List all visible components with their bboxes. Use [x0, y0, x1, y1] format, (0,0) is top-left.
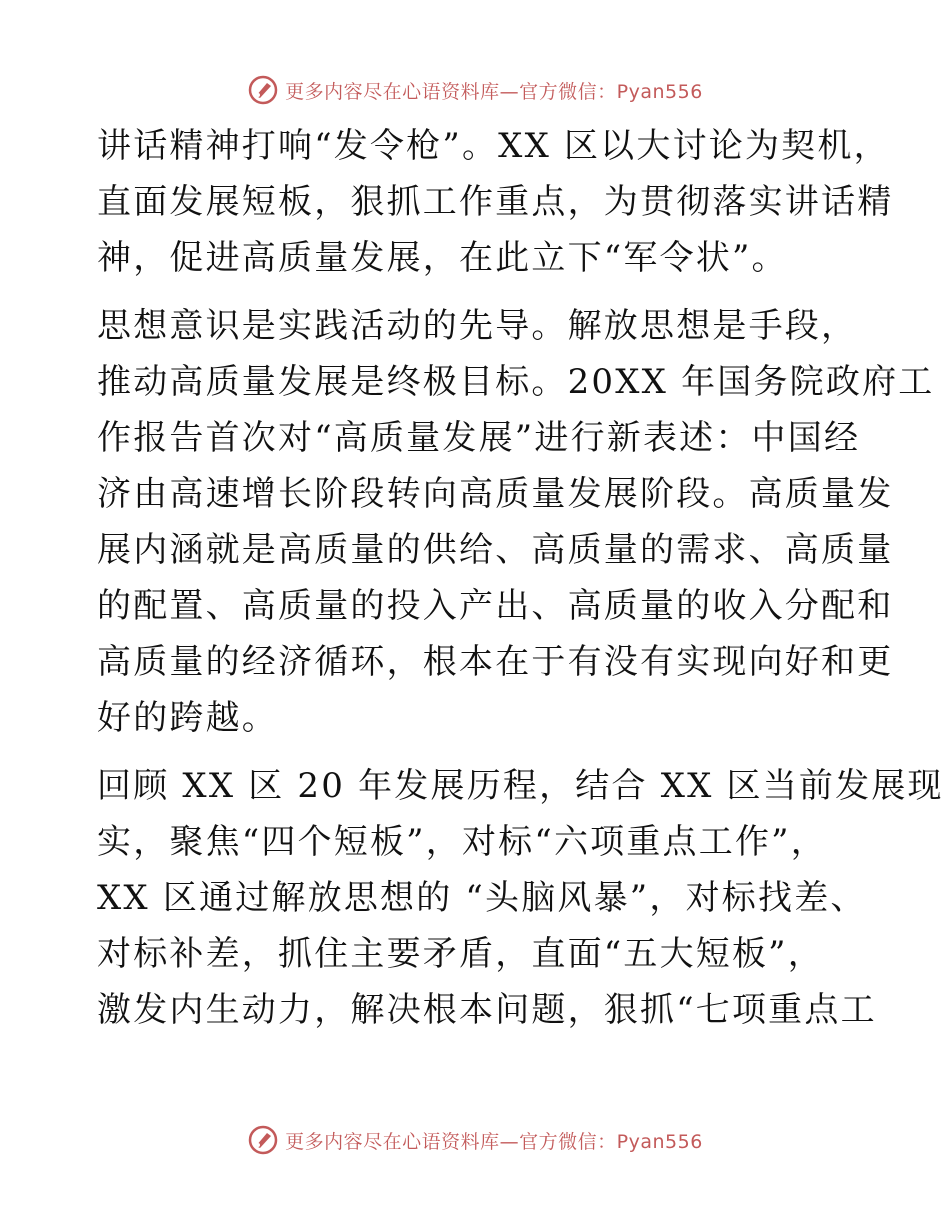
- text-line: 推动高质量发展是终极目标。20XX 年国务院政府工: [97, 362, 935, 402]
- text-line: 直面发展短板，狠抓工作重点，为贯彻落实讲话精: [97, 182, 894, 222]
- text-line: XX 区通过解放思想的 “头脑风暴”，对标找差、: [97, 878, 867, 918]
- watermark-text: 更多内容尽在心语资料库—官方微信：Pyan556: [285, 80, 703, 103]
- text-line: 激发内生动力，解决根本问题，狠抓“七项重点工: [97, 990, 877, 1030]
- text-line: 高质量的经济循环，根本在于有没有实现向好和更: [97, 642, 894, 682]
- paragraph-3: [97, 758, 944, 1038]
- pen-nib-seal-icon: [247, 1124, 279, 1156]
- text-line: 的配置、高质量的投入产出、高质量的收入分配和: [97, 586, 894, 626]
- paragraph-2: [97, 298, 935, 746]
- text-line: 展内涵就是高质量的供给、高质量的需求、高质量: [97, 530, 894, 570]
- text-line: 好的跨越。: [97, 698, 278, 738]
- watermark-text: 更多内容尽在心语资料库—官方微信：Pyan556: [285, 1130, 703, 1153]
- text-line: 神，促进高质量发展，在此立下“军令状”。: [97, 238, 788, 278]
- text-line: 讲话精神打响“发令枪”。XX 区以大讨论为契机，: [97, 126, 890, 166]
- text-line: 对标补差，抓住主要矛盾，直面“五大短板”，: [97, 934, 824, 974]
- text-line: 济由高速增长阶段转向高质量发展阶段。高质量发: [97, 474, 894, 514]
- pen-nib-seal-icon: [247, 74, 279, 106]
- text-line: 实，聚焦“四个短板”，对标“六项重点工作”，: [97, 822, 827, 862]
- text-line: 作报告首次对“高质量发展”进行新表述：中国经: [97, 418, 861, 458]
- text-line: 思想意识是实践活动的先导。解放思想是手段，: [97, 306, 858, 346]
- text-line: 回顾 XX 区 20 年发展历程，结合 XX 区当前发展现: [97, 766, 944, 806]
- footer-watermark: [0, 1120, 950, 1160]
- document-body: [97, 118, 944, 1038]
- header-watermark: [0, 70, 950, 110]
- paragraph-1: [97, 118, 894, 286]
